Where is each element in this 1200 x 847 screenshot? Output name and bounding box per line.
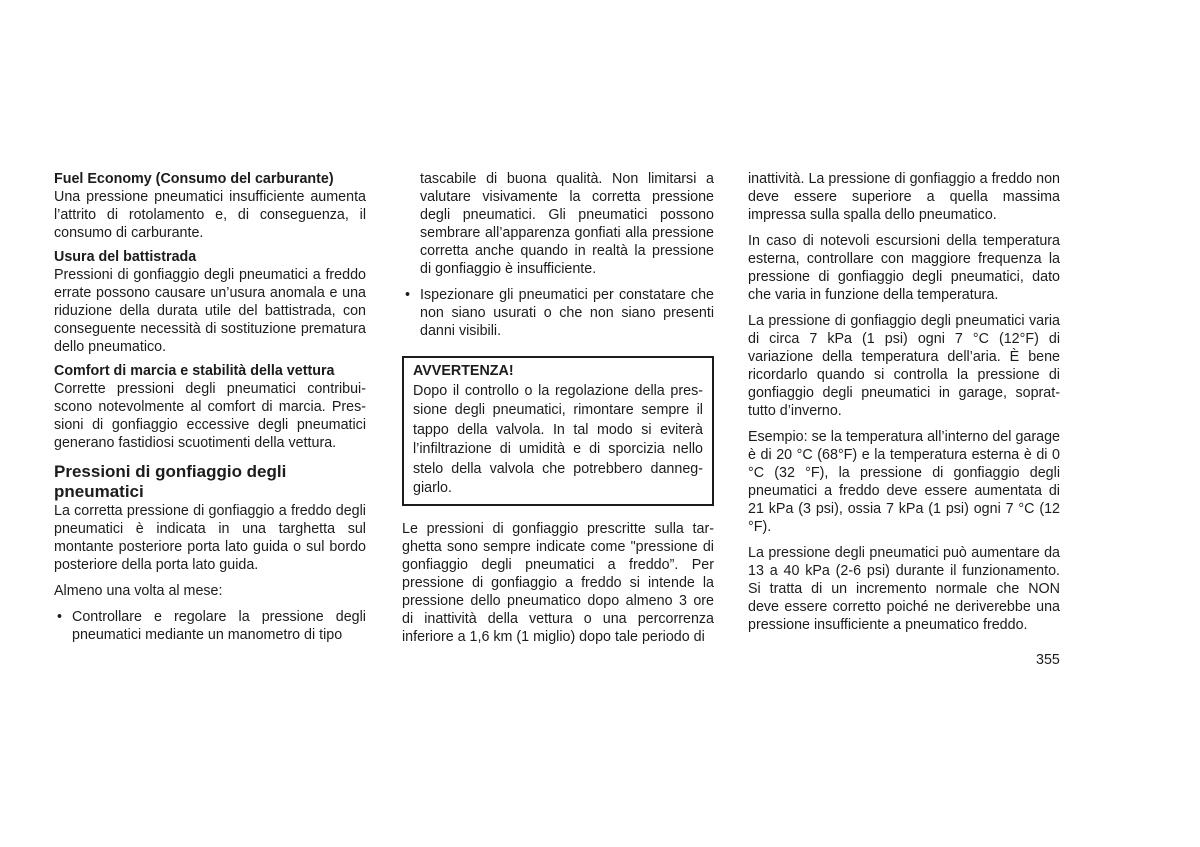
tread-wear-text: Pressioni di gonfiaggio degli pneumatici a freddo errate possono causare un’usura anomala e una riduzione della durata utile del battistrada, con conseguente necessità di sostituzione prematura dello pneumatico. [54,267,366,355]
page-number: 355 [1036,652,1060,668]
section-title: Pressioni di gonfiaggio degli pneumatici [54,462,287,501]
fuel-economy-heading: Fuel Economy (Consumo del carburante) [54,171,334,187]
section-intro-text: La corretta pressione di gonfiaggio a freddo degli pneumatici è indicata in una targhetta sul montante posteriore porta lato guida o sul bordo posteriore della porta lato guida. [54,503,366,573]
paragraph-temperature-change: In caso di notevoli escursioni della temperatura esterna, controllare con maggiore frequenza la pressione di gonfiaggio degli pneumatici, dato che varia in funzione della temperatura. [748,233,1060,303]
comfort-heading: Comfort di marcia e stabilità della vettura [54,363,335,379]
comfort-text: Corrette pressioni degli pneumatici contribuiscono notevolmente al comfort di marcia. Pressioni di gonfiaggio eccessive degli pneumatici generano fastidiosi scuotimenti della vettura. [54,381,366,451]
paragraph-operating-increase: La pressione degli pneumatici può aumentare da 13 a 40 kPa (2-6 psi) durante il funzionamento. Si tratta di un incremento normale che NON deve essere corretto poiché ne deriverebbe una pressione insufficiente a pneumatico freddo. [748,545,1060,633]
check-list [54,608,366,644]
warning-text: Dopo il controllo o la regolazione della pressione degli pneumatici, rimontare sempre il tappo della valvola. In tal modo si eviterà l’infiltrazione di umidità e di sporcizia nello stelo della valvola che potrebbero danneggiarlo. [413,382,703,496]
list-item-check-pressure: • Controllare e regolare la pressione degli pneumatici mediante un manometro di tipo [54,608,366,644]
fuel-economy-section [54,170,366,242]
warning-title: AVVERTENZA! [413,363,514,379]
monthly-text: Almeno una volta al mese: [54,583,223,599]
column-middle [402,170,714,654]
paragraph-max-pressure: inattività. La pressione di gonfiaggio a freddo non deve essere superiore a quella massima impressa sulla spalla dello pneumatico. [748,171,1060,223]
fuel-economy-text: Una pressione pneumatici insufficiente aumenta l’attrito di rotolamento e, di conseguenza, il consumo di carburante. [54,189,366,241]
tread-wear-heading: Usura del battistrada [54,249,197,265]
warning-box [402,356,714,506]
tread-wear-section [54,248,366,356]
column-left [54,170,366,652]
comfort-section [54,362,366,452]
list-item-continuation: tascabile di buona qualità. Non limitarsi a valutare visivamente la corretta pressione degli pneumatici. Gli pneumatici possono sembrare all’apparenza gonfiati alla pressione corretta anche quando in realtà la pressione di gonfiaggio è insufficiente. [420,171,714,277]
column-right [748,170,1060,642]
placard-text: Le pressioni di gonfiaggio prescritte sulla targhetta sono sempre indicate come "pressione di gonfiaggio degli pneumatici a freddo”. Per pressione di gonfiaggio a freddo si intende la pressione dello pneumatico dopo almeno 3 ore di inattività della vettura o una percorrenza inferiore a 1,6 km (1 miglio) dopo tale periodo di [402,520,714,645]
paragraph-pressure-variation: La pressione di gonfiaggio degli pneumatici varia di circa 7 kPa (1 psi) ogni 7 °C (12°F) di variazione della temperatura dell’aria. È bene ricordarlo quando si controlla la pressione di gonfiaggio degli pneumatici in garage, soprattutto d’inverno. [748,313,1060,419]
list-item-inspect-tires: • Ispezionare gli pneumatici per constatare che non siano usurati o che non siano presenti danni visibili. [402,286,714,340]
inspect-list [402,286,714,340]
paragraph-example: Esempio: se la temperatura all’interno del garage è di 20 °C (68°F) e la temperatura esterna è di 0 °C (32 °F), la pressione di gonfiaggio degli pneumatici a freddo deve essere aumentata di 21 kPa (3 psi), ossia 7 kPa (1 psi) ogni 7 °C (12 °F). [748,429,1060,535]
